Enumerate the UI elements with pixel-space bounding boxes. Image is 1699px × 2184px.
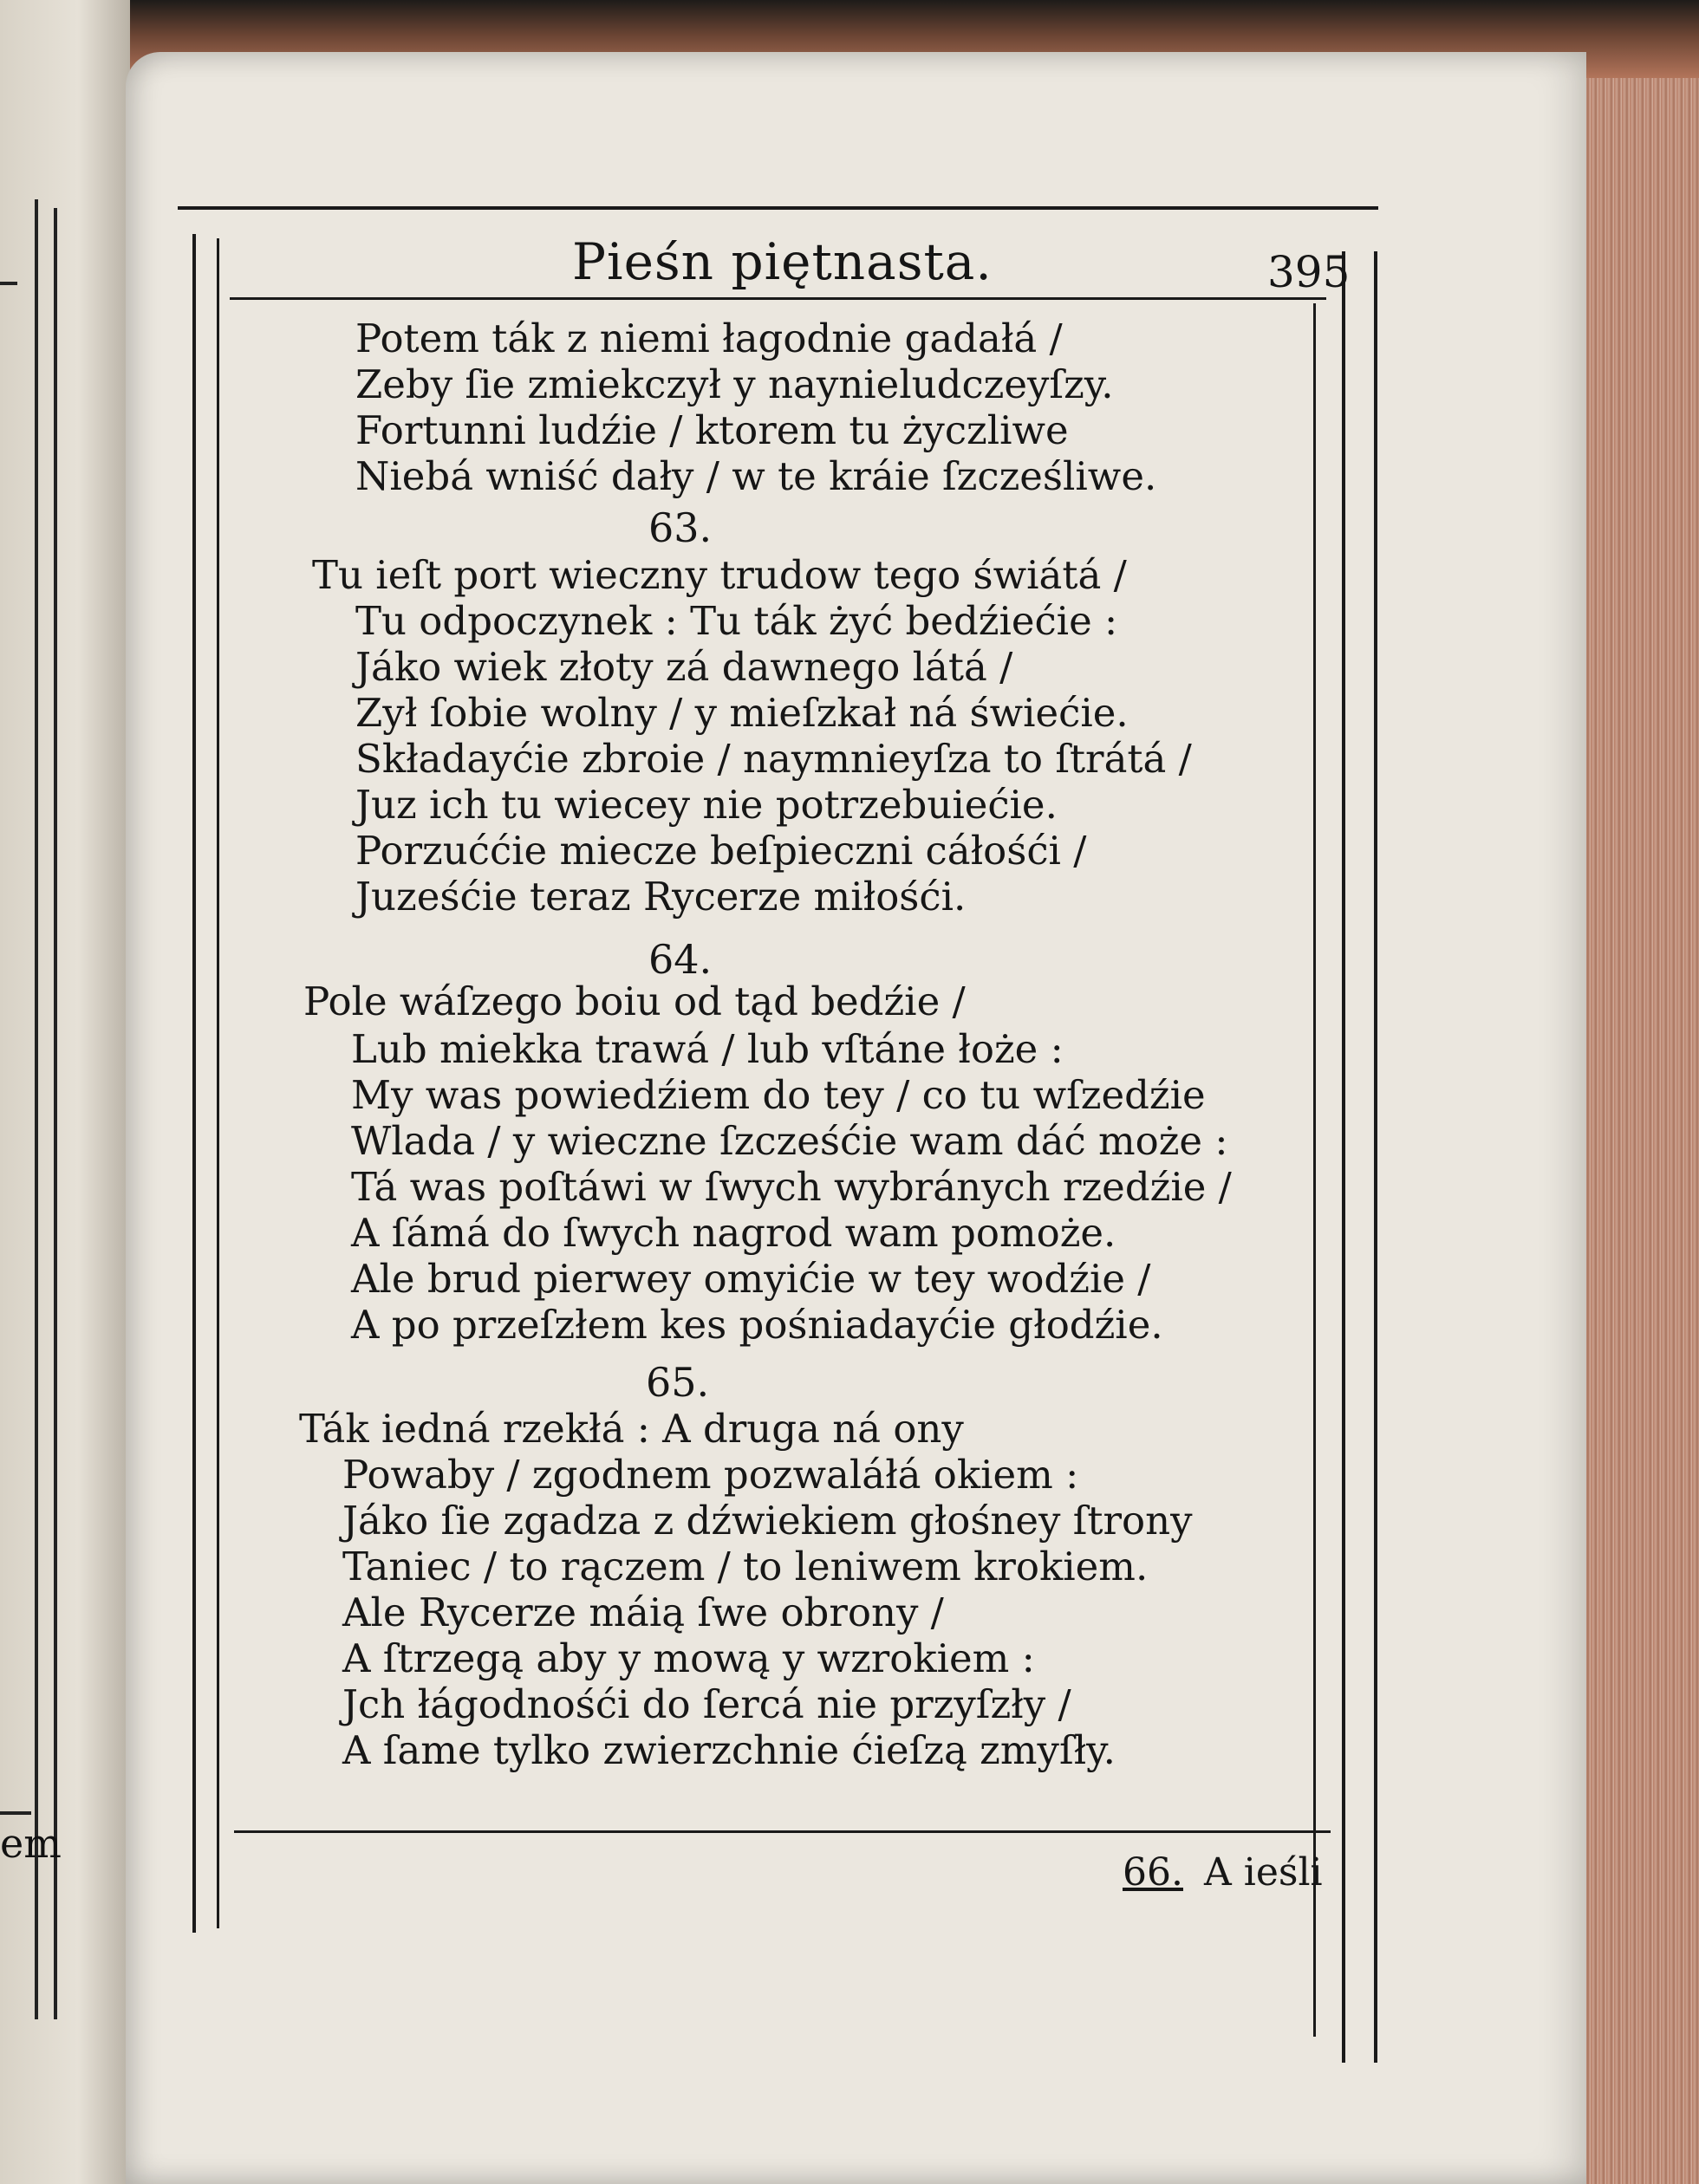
verse-line: Tu odpoczynek : Tu ták żyć bedźiećie :: [355, 598, 1118, 644]
stanza-number: 64.: [648, 936, 713, 983]
left-page-rule-1: [35, 199, 38, 2019]
verse-line: Pole wáſzego boiu od tąd bedźie /: [303, 978, 966, 1024]
verse-line: A ſámá do ſwych nagrod wam pomoże.: [351, 1210, 1116, 1256]
verse-line: Jch łágodnośći do ſercá nie przyſzły /: [342, 1681, 1071, 1727]
left-page-rule-4: [0, 1811, 31, 1815]
verse-line: Juz ich tu wiecey nie potrzebuiećie.: [355, 782, 1058, 828]
verse-line: Fortunni ludźie / ktorem tu życzliwe: [355, 407, 1069, 453]
verse-line: Wlada / y wieczne ſzcześćie wam dáć może :: [351, 1118, 1228, 1164]
catchword-text: A ieśli: [1203, 1850, 1323, 1895]
left-border-outer: [192, 234, 196, 1933]
page-title: Pieśn piętnasta.: [572, 232, 993, 291]
verse-line: Jáko wiek złoty zá dawnego látá /: [355, 644, 1013, 690]
stanza-number: 65.: [646, 1359, 710, 1406]
left-page-rule-3: [0, 282, 17, 285]
verse-line: Juześćie teraz Rycerze miłośći.: [355, 874, 967, 920]
verse-line: A ſtrzegą aby y mową y wzrokiem :: [342, 1635, 1035, 1681]
right-border-inner: [1313, 303, 1316, 2037]
verse-line: A ſame tylko zwierzchnie ćieſzą zmyſły.: [342, 1727, 1116, 1773]
verse-line: Powaby / zgodnem pozwaláłá okiem :: [342, 1452, 1079, 1498]
stanza-number: 63.: [648, 504, 713, 551]
right-border-outer: [1342, 251, 1345, 2063]
left-page-text-fragment: em: [0, 1820, 62, 1867]
verse-line: Tu ieſt port wieczny trudow tego świátá /: [312, 552, 1127, 598]
verse-line: Zył ſobie wolny / y mieſzkał ná świećie.: [355, 690, 1129, 736]
bottom-rule: [234, 1830, 1331, 1833]
verse-line: Ale Rycerze máią ſwe obrony /: [342, 1589, 944, 1635]
top-rule-outer: [178, 206, 1378, 210]
verse-line: Porzuććie miecze beſpieczni cáłośći /: [355, 828, 1087, 874]
catchword-number: 66.: [1123, 1850, 1183, 1895]
verse-line: Taniec / to rączem / to leniwem krokiem.: [342, 1544, 1149, 1589]
verse-line: Tá was poſtáwi w ſwych wybránych rzedźie /: [351, 1164, 1232, 1210]
verse-line: Ták iedná rzekłá : A druga ná ony: [299, 1406, 964, 1452]
page-number: 395: [1267, 247, 1351, 297]
verse-line: Lub miekka trawá / lub vſtáne łoże :: [351, 1026, 1064, 1072]
catchword: [1123, 1850, 1323, 1895]
verse-line: My was powiedźiem do tey / co tu wſzedźie: [351, 1072, 1206, 1118]
right-border-far: [1374, 251, 1377, 2063]
verse-line: Jáko ſie zgadza z dźwiekiem głośney ſtrony: [342, 1498, 1193, 1544]
verse-line: Potem ták z niemi łagodnie gadałá /: [355, 315, 1063, 361]
verse-line: Niebá wniść dały / w te kráie ſzcześliwe.: [355, 453, 1157, 499]
verse-line: Ale brud pierwey omyićie w tey wodźie /: [351, 1256, 1151, 1302]
verse-line: Składayćie zbroie / naymnieyſza to ſtrátá /: [355, 736, 1192, 782]
header-rule: [230, 297, 1326, 300]
facing-page-left: [0, 0, 130, 2184]
verse-line: A po przeſzłem kes pośniadayćie głodźie.: [351, 1302, 1163, 1348]
left-border-inner: [217, 238, 219, 1928]
verse-line: Zeby ſie zmiekczył y naynieludczeyſzy.: [355, 361, 1114, 407]
left-page-rule-2: [54, 208, 57, 2019]
